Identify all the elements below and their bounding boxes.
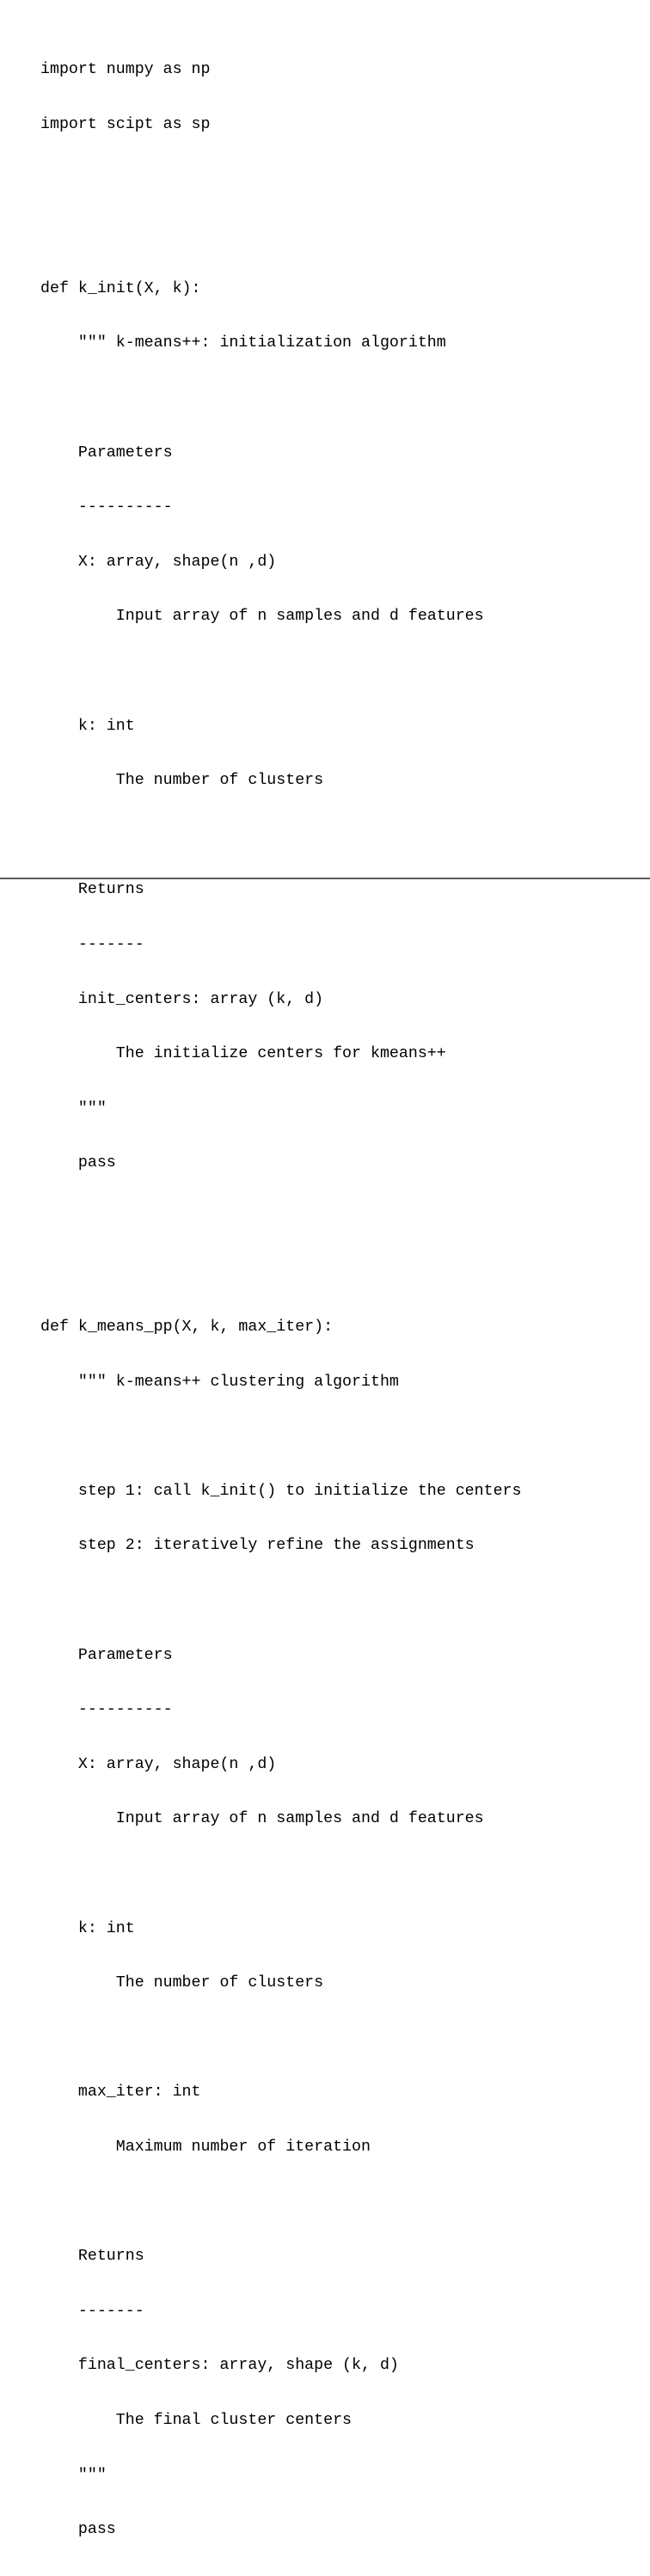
code-line: k: int <box>40 1919 135 1937</box>
code-line: Input array of n samples and d features <box>40 1810 484 1828</box>
code-block <box>40 25 642 2576</box>
code-line <box>40 1865 642 1883</box>
code-line: Parameters <box>40 1646 173 1664</box>
code-line <box>40 2194 642 2212</box>
code-line: step 1: call k_init() to initialize the centers <box>40 1482 522 1500</box>
code-line: The final cluster centers <box>40 2411 353 2429</box>
code-line: k: int <box>40 717 135 735</box>
code-line <box>40 1264 642 1282</box>
code-line: Returns <box>40 2248 144 2266</box>
code-line <box>40 663 642 681</box>
code-line: """ <box>40 1099 107 1117</box>
code-line: final_centers: array, shape (k, d) <box>40 2357 399 2375</box>
page-bottom-border <box>0 878 650 879</box>
code-line <box>40 225 642 243</box>
code-line: Returns <box>40 881 144 899</box>
code-line: import scipt as sp <box>40 116 211 133</box>
code-line: Parameters <box>40 444 173 462</box>
code-line: ---------- <box>40 499 173 517</box>
code-line: def k_init(X, k): <box>40 279 201 297</box>
code-line: pass <box>40 2521 116 2539</box>
code-line: pass <box>40 1154 116 1172</box>
code-line <box>40 827 642 845</box>
code-line <box>40 2029 642 2047</box>
code-line: X: array, shape(n ,d) <box>40 553 277 571</box>
code-line: """ k-means++ clustering algorithm <box>40 1373 399 1391</box>
code-line <box>40 1428 642 1446</box>
code-line: Input array of n samples and d features <box>40 608 484 626</box>
code-line: init_centers: array (k, d) <box>40 990 324 1008</box>
code-line <box>40 1592 642 1610</box>
code-line: ---------- <box>40 1701 173 1719</box>
code-line <box>40 1209 642 1227</box>
code-line: step 2: iteratively refine the assignments <box>40 1537 475 1555</box>
code-line: import numpy as np <box>40 61 211 79</box>
code-line: Maximum number of iteration <box>40 2138 371 2156</box>
code-line: ------- <box>40 2302 144 2320</box>
code-line: ------- <box>40 935 144 953</box>
code-line <box>40 389 642 407</box>
code-line: The number of clusters <box>40 1974 324 1992</box>
code-line: The initialize centers for kmeans++ <box>40 1045 446 1063</box>
code-line: The number of clusters <box>40 772 324 790</box>
code-line <box>40 171 642 189</box>
code-line: """ k-means++: initialization algorithm <box>40 334 446 352</box>
code-line: X: array, shape(n ,d) <box>40 1755 277 1773</box>
code-line: """ <box>40 2466 107 2484</box>
code-line: def k_means_pp(X, k, max_iter): <box>40 1319 334 1337</box>
code-line: max_iter: int <box>40 2083 201 2102</box>
